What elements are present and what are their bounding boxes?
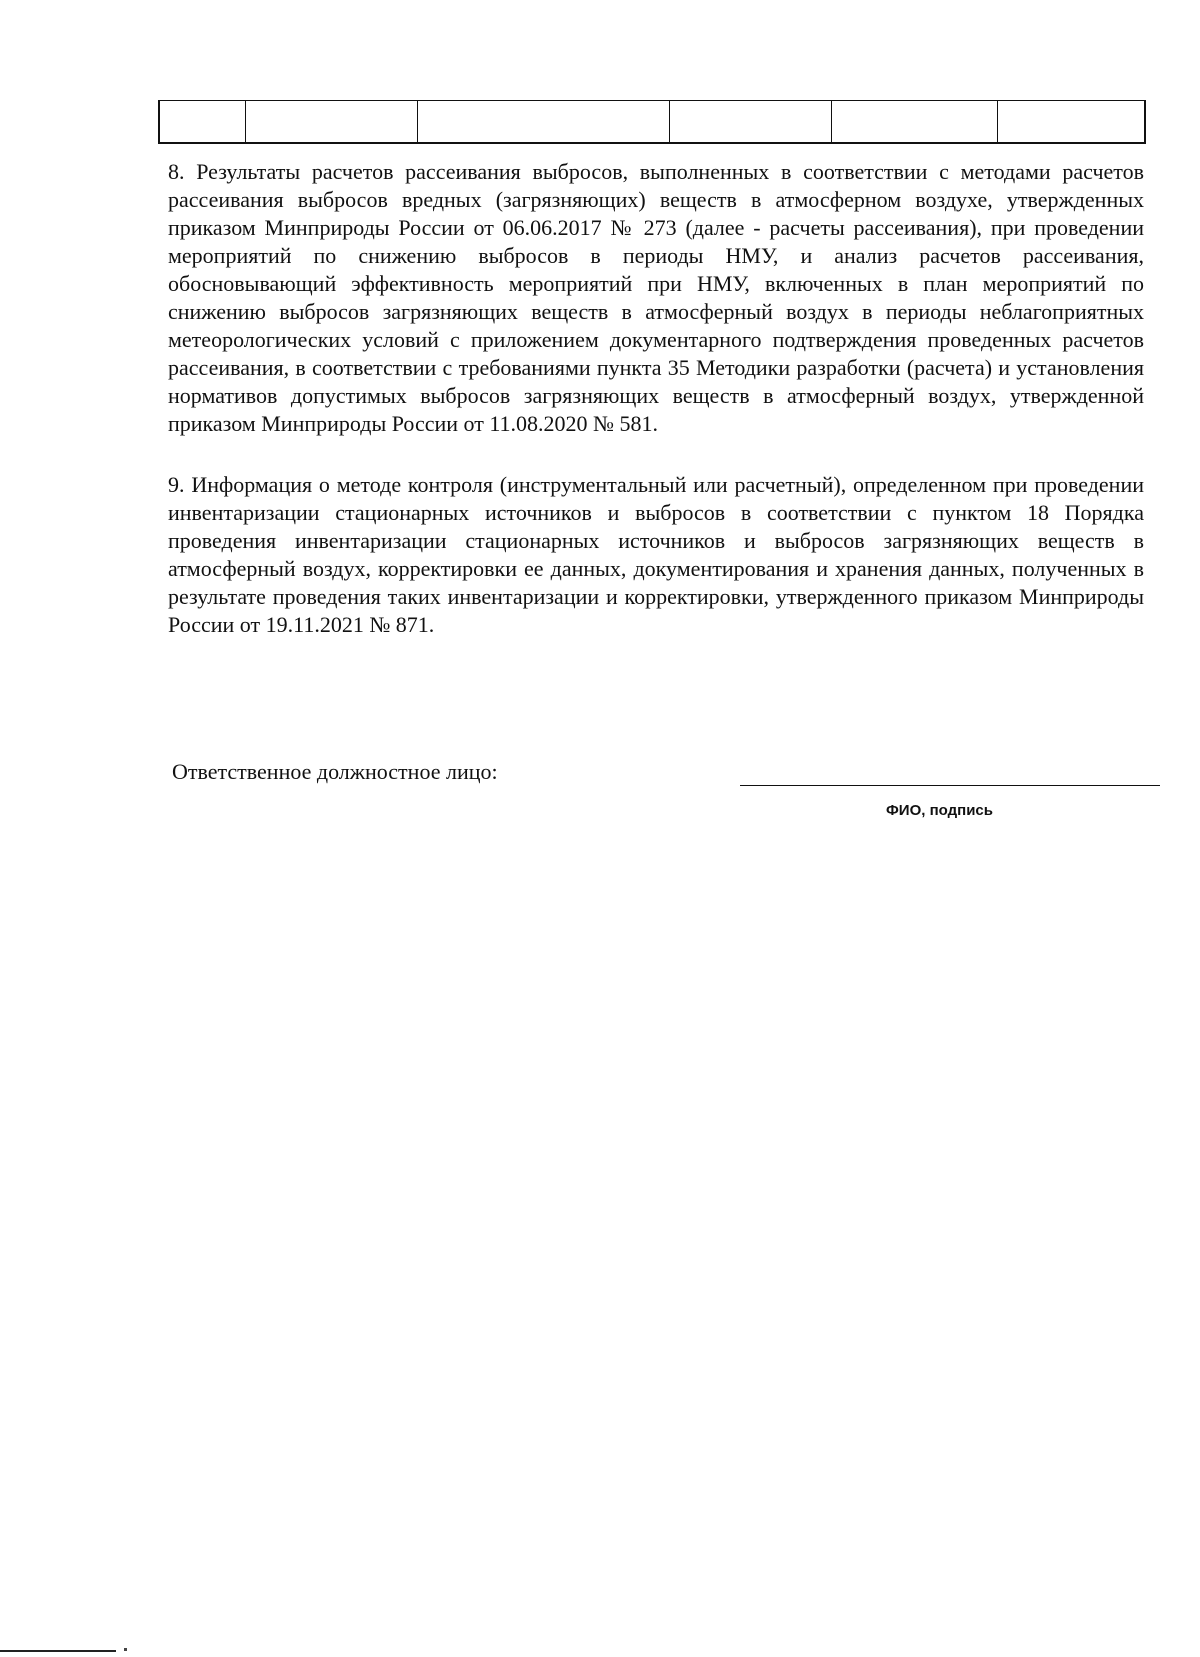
responsible-person-label: Ответственное должностное лицо:: [172, 759, 498, 784]
table-cell: [998, 101, 1144, 142]
section-8-paragraph: 8. Результаты расчетов рассеивания выбросов, выполненных в соответствии с методами расчетов рассеивания выбросов вредных (загрязняющих) веществ в атмосферном воздухе, утвержденных приказом Минприроды России от 06.06.2017 № 273 (далее - расчеты рассеивания), при проведении мероприятий по снижению выбросов в периоды НМУ, и анализ расчетов рассеивания, обосновывающий эффективность мероприятий при НМУ, включенных в план мероприятий по снижению выбросов загрязняющих веществ в атмосферный воздух в периоды неблагоприятных метеорологических условий с приложением документарного подтверждения проведенных расчетов рассеивания, в соответствии с требованиями пункта 35 Методики разработки (расчета) и установления нормативов допустимых выбросов загрязняющих веществ в атмосферный воздух, утвержденной приказом Минприроды России от 11.08.2020 № 581.: [168, 159, 1144, 436]
scan-edge-dot: [124, 1648, 127, 1651]
table-cell: [670, 101, 832, 142]
signature-line: [740, 785, 1160, 786]
scan-edge-mark: [0, 1650, 116, 1652]
table-cell: [418, 101, 670, 142]
table-cell: [832, 101, 998, 142]
empty-table-row: [158, 100, 1146, 144]
section-9-paragraph: 9. Информация о методе контроля (инструментальный или расчетный), определенном при проведении инвентаризации стационарных источников и выбросов в соответствии с пунктом 18 Порядка проведения инвентаризации стационарных источников и выбросов загрязняющих веществ в атмосферный воздух, корректировки ее данных, документирования и хранения данных, полученных в результате проведения таких инвентаризации и корректировки, утвержденного приказом Минприроды России от 19.11.2021 № 871.: [168, 472, 1144, 637]
table-cell: [246, 101, 418, 142]
table-cell: [160, 101, 246, 142]
signature-caption: ФИО, подпись: [886, 802, 993, 819]
